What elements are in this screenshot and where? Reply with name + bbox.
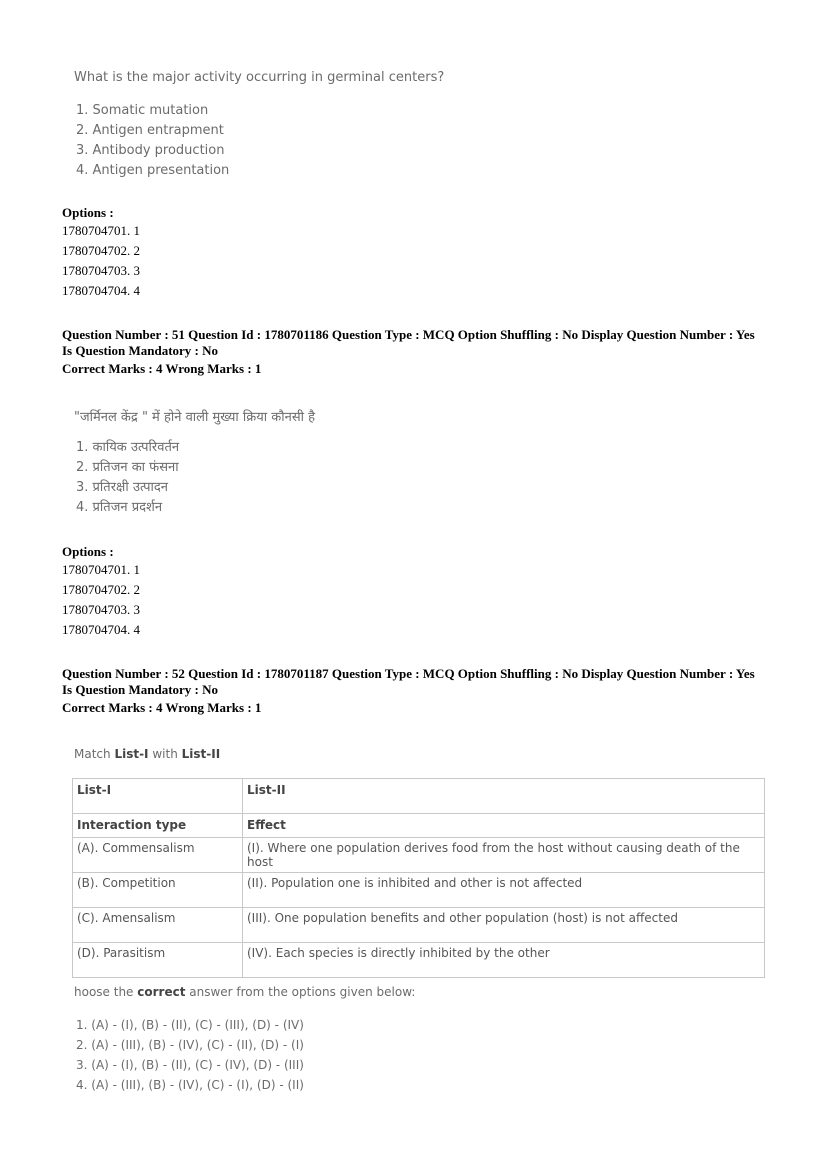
choice-item: 3. Antibody production xyxy=(76,143,225,158)
choice-item: 1. कायिक उत्परिवर्तन xyxy=(76,440,180,455)
choice-item: 1. Somatic mutation xyxy=(76,103,209,118)
choice-list xyxy=(76,438,179,518)
choose-text: hoose the xyxy=(74,985,138,999)
table-cell: (III). One population benefits and other population (host) is not affected xyxy=(243,908,765,943)
question-text: What is the major activity occurring in germinal centers? xyxy=(74,70,445,85)
question-text: "जर्मिनल केंद्र " में होने वाली मुख्या क्रिया कौनसी है xyxy=(74,410,316,425)
option-id: 1780704702. 2 xyxy=(62,582,140,597)
question-meta xyxy=(62,327,755,377)
answer-item: 4. (A) - (III), (B) - (IV), (C) - (I), (D) - (II) xyxy=(76,1078,304,1092)
option-id: 1780704701. 1 xyxy=(62,223,140,238)
mandatory-line: Is Question Mandatory : No xyxy=(62,682,219,697)
subheader-type: Interaction type xyxy=(77,818,187,832)
table-row xyxy=(73,943,765,978)
choice-list xyxy=(76,101,229,181)
table-cell: (II). Population one is inhibited and other is not affected xyxy=(243,873,765,908)
table-cell: (IV). Each species is directly inhibited by the other xyxy=(243,943,765,978)
intro-text: Match xyxy=(74,747,115,761)
answer-item: 2. (A) - (III), (B) - (IV), (C) - (II), (D) - (I) xyxy=(76,1038,304,1052)
options-block xyxy=(62,544,140,640)
choice-item: 3. प्रतिरक्षी उत्पादन xyxy=(76,480,168,495)
choice-item: 2. प्रतिजन का फंसना xyxy=(76,460,179,475)
mandatory-line: Is Question Mandatory : No xyxy=(62,343,219,358)
marks-line: Correct Marks : 4 Wrong Marks : 1 xyxy=(62,700,262,715)
table-subheader-row xyxy=(73,814,765,838)
table-row xyxy=(73,838,765,873)
choice-item: 4. Antigen presentation xyxy=(76,163,230,178)
header-list2: List-II xyxy=(247,783,286,797)
question-meta xyxy=(62,666,755,716)
option-id: 1780704703. 3 xyxy=(62,263,140,278)
table-cell: (B). Competition xyxy=(73,873,243,908)
marks-line: Correct Marks : 4 Wrong Marks : 1 xyxy=(62,361,262,376)
option-id: 1780704701. 1 xyxy=(62,562,140,577)
option-id: 1780704704. 4 xyxy=(62,622,140,637)
choice-item: 2. Antigen entrapment xyxy=(76,123,224,138)
table-cell: (C). Amensalism xyxy=(73,908,243,943)
match-intro xyxy=(74,747,220,761)
header-list1: List-I xyxy=(77,783,112,797)
answer-list xyxy=(76,1015,304,1095)
subheader-effect: Effect xyxy=(247,818,286,832)
choose-bold: correct xyxy=(137,985,186,999)
match-table xyxy=(72,778,765,978)
choice-item: 4. प्रतिजन प्रदर्शन xyxy=(76,500,163,515)
option-id: 1780704703. 3 xyxy=(62,602,140,617)
options-label: Options : xyxy=(62,544,114,559)
option-id: 1780704704. 4 xyxy=(62,283,140,298)
table-header-row xyxy=(73,779,765,814)
choose-instruction xyxy=(74,985,415,999)
table-cell: (I). Where one population derives food from the host without causing death of the host xyxy=(243,838,765,873)
option-id: 1780704702. 2 xyxy=(62,243,140,258)
intro-list2: List-II xyxy=(181,747,221,761)
options-label: Options : xyxy=(62,205,114,220)
intro-list1: List-I xyxy=(114,747,149,761)
options-block xyxy=(62,205,140,301)
answer-item: 3. (A) - (I), (B) - (II), (C) - (IV), (D) - (III) xyxy=(76,1058,304,1072)
table-row xyxy=(73,873,765,908)
answer-item: 1. (A) - (I), (B) - (II), (C) - (III), (D) - (IV) xyxy=(76,1018,304,1032)
table-cell: (D). Parasitism xyxy=(73,943,243,978)
table-cell: (A). Commensalism xyxy=(73,838,243,873)
question-meta-line: Question Number : 52 Question Id : 1780701187 Question Type : MCQ Option Shuffling : No Display Question Number : Yes xyxy=(62,666,755,681)
table-row xyxy=(73,908,765,943)
intro-text: with xyxy=(148,747,182,761)
choose-text: answer from the options given below: xyxy=(185,985,416,999)
question-meta-line: Question Number : 51 Question Id : 1780701186 Question Type : MCQ Option Shuffling : No Display Question Number : Yes xyxy=(62,327,755,342)
